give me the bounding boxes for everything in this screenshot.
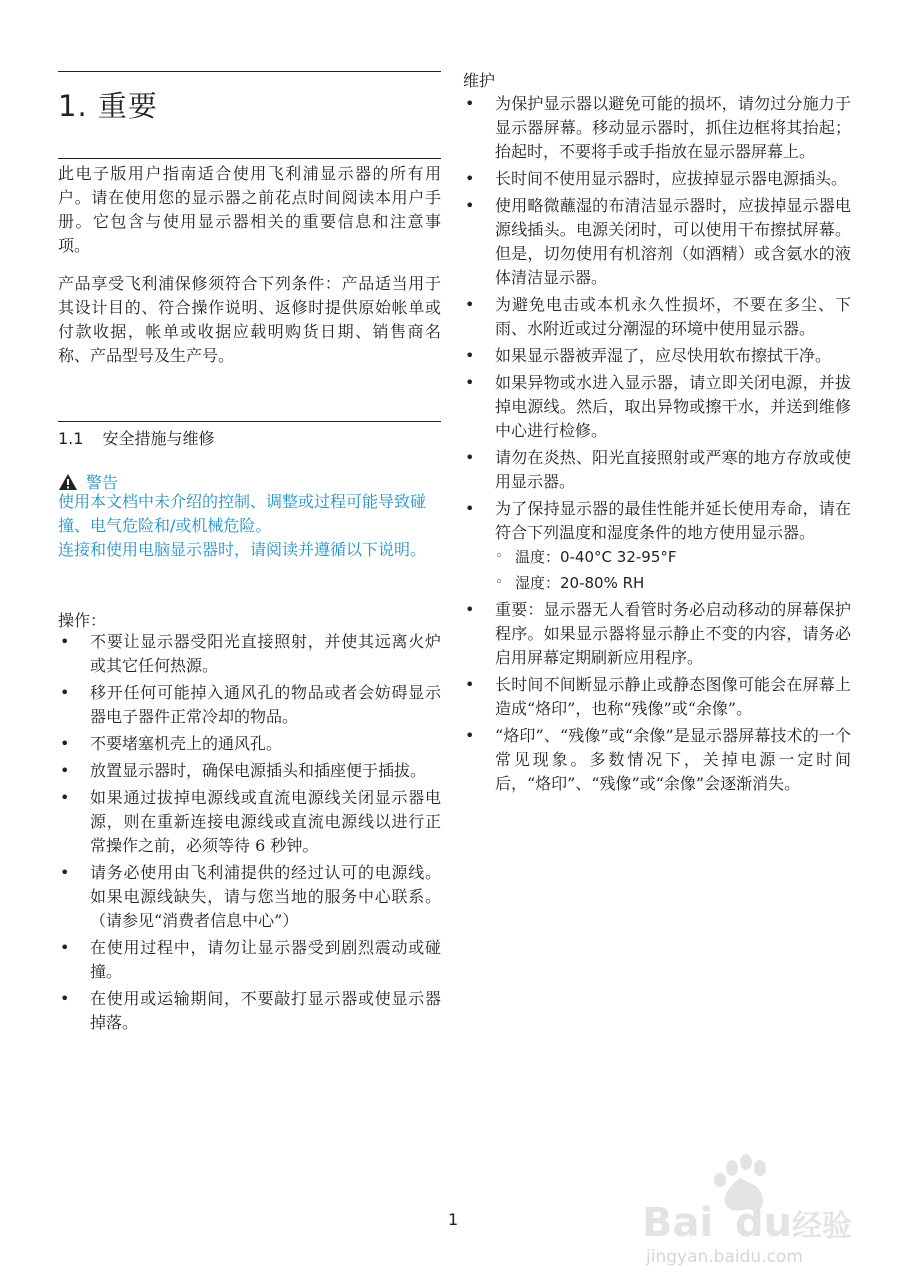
condition-item bbox=[495, 545, 851, 569]
list-item bbox=[463, 598, 851, 670]
section-rule bbox=[58, 421, 441, 422]
list-item-text: 放置显示器时，确保电源插头和插座便于插拔。 bbox=[90, 761, 427, 780]
bullet-icon: • bbox=[465, 448, 475, 467]
list-item-text: 不要让显示器受阳光直接照射，并使其远离火炉或其它任何热源。 bbox=[90, 632, 441, 675]
condition-text: 湿度：20-80% RH bbox=[515, 574, 645, 592]
bullet-icon: • bbox=[60, 761, 70, 780]
list-item bbox=[463, 371, 851, 443]
list-item bbox=[58, 759, 441, 783]
list-item bbox=[58, 987, 441, 1035]
list-item bbox=[58, 681, 441, 729]
list-item bbox=[463, 344, 851, 368]
list-item-text: 重要：显示器无人看管时务必启动移动的屏幕保护程序。如果显示器将显示静止不变的内容，请务必启用屏幕定期刷新应用程序。 bbox=[495, 600, 851, 667]
bullet-icon: • bbox=[60, 863, 70, 882]
operation-list bbox=[58, 630, 441, 1038]
circle-bullet-icon: ◦ bbox=[495, 549, 503, 564]
bullet-icon: • bbox=[465, 726, 475, 745]
maintenance-heading: 维护 bbox=[463, 71, 496, 90]
section-heading bbox=[58, 426, 215, 449]
bullet-icon: • bbox=[60, 989, 70, 1008]
circle-bullet-icon: ◦ bbox=[495, 575, 503, 590]
list-item-text: 如果显示器被弄湿了，应尽快用软布擦拭干净。 bbox=[495, 346, 832, 365]
list-item-text: 在使用过程中，请勿让显示器受到剧烈震动或碰撞。 bbox=[90, 938, 441, 981]
bullet-icon: • bbox=[465, 600, 475, 619]
list-item-text: 如果异物或水进入显示器，请立即关闭电源，并拔掉电源线。然后，取出异物或擦干水，并送到维修中心进行检修。 bbox=[495, 373, 851, 440]
list-item bbox=[463, 446, 851, 494]
list-item bbox=[58, 630, 441, 678]
list-item-text: 请务必使用由飞利浦提供的经过认可的电源线。如果电源线缺失，请与您当地的服务中心联系。（请参见“消费者信息中心”） bbox=[90, 863, 441, 930]
bullet-icon: • bbox=[465, 346, 475, 365]
list-item bbox=[463, 724, 851, 796]
list-item bbox=[463, 167, 851, 191]
intro-paragraph-1: 此电子版用户指南适合使用飞利浦显示器的所有用户。请在使用您的显示器之前花点时间阅读本用户手册。它包含与使用显示器相关的重要信息和注意事项。 bbox=[58, 164, 441, 255]
list-item bbox=[58, 861, 441, 933]
list-item bbox=[463, 293, 851, 341]
list-item-text: 长时间不间断显示静止或静态图像可能会在屏幕上造成“烙印”，也称“残像”或“余像”。 bbox=[495, 675, 851, 718]
bullet-icon: • bbox=[465, 675, 475, 694]
bullet-icon: • bbox=[60, 788, 70, 807]
intro-paragraph-2: 产品享受飞利浦保修须符合下列条件：产品适当用于其设计目的、符合操作说明、返修时提供原始帐单或付款收据，帐单或收据应载明购货日期、销售商名称、产品型号及生产号。 bbox=[58, 274, 441, 365]
page-number: 1 bbox=[448, 1210, 459, 1229]
bullet-icon: • bbox=[465, 295, 475, 314]
list-item bbox=[463, 673, 851, 721]
list-item-text: 为避免电击或本机永久性损坏，不要在多尘、下雨、水附近或过分潮湿的环境中使用显示器。 bbox=[495, 295, 851, 338]
list-item-text: 为了保持显示器的最佳性能并延长使用寿命，请在符合下列温度和湿度条件的地方使用显示器。 bbox=[495, 499, 851, 542]
bullet-icon: • bbox=[60, 938, 70, 957]
svg-text:du: du bbox=[735, 1200, 793, 1246]
svg-text:经验: 经验 bbox=[792, 1209, 852, 1244]
list-item-text: 长时间不使用显示器时，应拔掉显示器电源插头。 bbox=[495, 169, 848, 188]
bullet-icon: • bbox=[465, 94, 475, 113]
svg-text:jingyan.baidu.com: jingyan.baidu.com bbox=[646, 1247, 803, 1267]
chapter-title: 1. 重要 bbox=[58, 89, 158, 123]
list-item-text: 请勿在炎热、阳光直接照射或严寒的地方存放或使用显示器。 bbox=[495, 448, 851, 491]
top-rule bbox=[58, 71, 441, 72]
list-item-text: “烙印”、“残像”或“余像”是显示器屏幕技术的一个常见现象。多数情况下，关掉电源一定时间后，“烙印”、“残像”或“余像”会逐渐消失。 bbox=[495, 726, 851, 793]
operation-heading: 操作： bbox=[58, 611, 107, 630]
list-item-text: 不要堵塞机壳上的通风孔。 bbox=[90, 734, 283, 753]
bullet-icon: • bbox=[60, 734, 70, 753]
chapter-rule bbox=[58, 158, 441, 159]
bullet-icon: • bbox=[465, 169, 475, 188]
warning-text-2: 连接和使用电脑显示器时，请阅读并遵循以下说明。 bbox=[58, 540, 427, 559]
list-item-text: 使用略微蘸湿的布清洁显示器时，应拔掉显示器电源线插头。电源关闭时，可以使用干布擦拭屏幕。但是，切勿使用有机溶剂（如酒精）或含氨水的液体清洁显示器。 bbox=[495, 196, 851, 287]
list-item bbox=[58, 936, 441, 984]
list-item bbox=[58, 732, 441, 756]
bullet-icon: • bbox=[465, 373, 475, 392]
list-item-text: 为保护显示器以避免可能的损坏，请勿过分施力于显示器屏幕。移动显示器时，抓住边框将其抬起；抬起时，不要将手或手指放在显示器屏幕上。 bbox=[495, 94, 851, 161]
list-item-text: 在使用或运输期间，不要敲打显示器或使显示器掉落。 bbox=[90, 989, 441, 1032]
list-item bbox=[463, 194, 851, 290]
warning-text-1: 使用本文档中未介绍的控制、调整或过程可能导致碰撞、电气危险和/或机械危险。 bbox=[58, 492, 427, 535]
conditions-list bbox=[495, 545, 851, 595]
warning-icon bbox=[58, 473, 78, 491]
svg-text:Bai: Bai bbox=[642, 1200, 714, 1246]
bullet-icon: • bbox=[60, 683, 70, 702]
list-item-text: 移开任何可能掉入通风孔的物品或者会妨碍显示器电子器件正常冷却的物品。 bbox=[90, 683, 441, 726]
condition-item bbox=[495, 571, 851, 595]
bullet-icon: • bbox=[465, 499, 475, 518]
bullet-icon: • bbox=[465, 196, 475, 215]
list-item-text: 如果通过拔掉电源线或直流电源线关闭显示器电源，则在重新连接电源线或直流电源线以进行正常操作之前，必须等待 6 秒钟。 bbox=[90, 788, 441, 855]
warning-title: 警告 bbox=[86, 473, 119, 492]
list-item bbox=[463, 92, 851, 164]
list-item bbox=[58, 786, 441, 858]
baidu-watermark-logo bbox=[640, 1148, 870, 1268]
maintenance-list bbox=[463, 92, 851, 799]
section-number: 1.1 bbox=[58, 429, 84, 448]
condition-text: 温度：0-40°C 32-95°F bbox=[515, 548, 677, 566]
list-item bbox=[463, 497, 851, 595]
section-title: 安全措施与维修 bbox=[102, 429, 215, 448]
bullet-icon: • bbox=[60, 632, 70, 651]
